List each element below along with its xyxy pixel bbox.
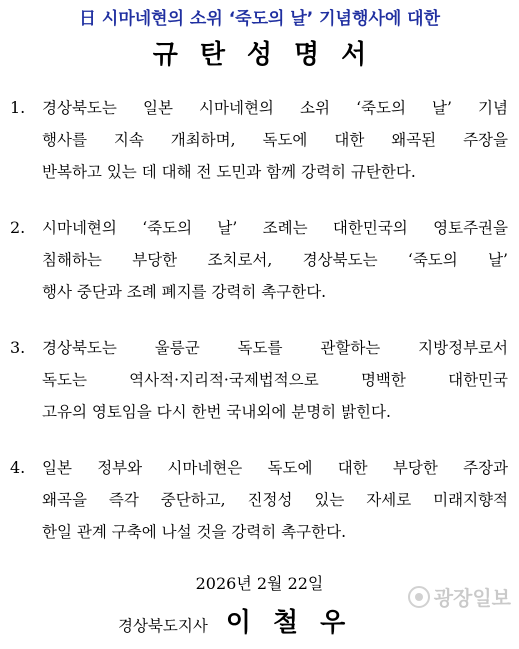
publisher-logo-icon (408, 586, 430, 608)
publisher-watermark (408, 582, 511, 611)
statement-item-4 (10, 452, 508, 548)
item-number: 1. (10, 98, 26, 117)
item-number: 2. (10, 218, 26, 237)
statement-item-1 (10, 92, 508, 188)
item-line: 침해하는 부당한 조치로서, 경상북도는 ‘죽도의 날’ (42, 251, 508, 269)
item-line: 일본 정부와 시마네현은 독도에 대한 부당한 주장과 (42, 459, 508, 477)
item-line: 고유의 영토임을 다시 한번 국내외에 분명히 밝힌다. (42, 403, 391, 421)
statement-date: 2026년 2월 22일 (195, 574, 324, 593)
signature-block (118, 602, 367, 639)
document-title: 규탄성명서 (152, 40, 389, 70)
item-line: 행사 중단과 조례 폐지를 강력히 촉구한다. (42, 283, 327, 301)
item-line: 행사를 지속 개최하며, 독도에 대한 왜곡된 주장을 (42, 131, 508, 149)
item-number: 4. (10, 458, 26, 477)
item-line: 경상북도는 울릉군 독도를 관할하는 지방정부로서 (42, 339, 508, 357)
item-line: 한일 관계 구축에 나설 것을 강력히 촉구한다. (42, 523, 347, 541)
statement-item-2 (10, 212, 508, 308)
signer-title: 경상북도지사 (118, 617, 208, 635)
signer-name: 이철우 (225, 608, 368, 638)
item-number: 3. (10, 338, 26, 357)
item-line: 시마네현의 ‘죽도의 날’ 조례는 대한민국의 영토주권을 (42, 219, 508, 237)
item-line: 경상북도는 일본 시마네현의 소위 ‘죽도의 날’ 기념 (42, 99, 508, 117)
item-line: 반복하고 있는 데 대해 전 도민과 함께 강력히 규탄한다. (42, 163, 416, 181)
watermark-text: 광장일보 (433, 586, 511, 610)
document-subtitle: 日 시마네현의 소위 ‘죽도의 날’ 기념행사에 대한 (78, 9, 441, 29)
statement-item-3 (10, 332, 508, 428)
statement-items (10, 92, 508, 572)
item-line: 왜곡을 즉각 중단하고, 진정성 있는 자세로 미래지향적 (42, 491, 508, 509)
item-line: 독도는 역사적·지리적·국제법적으로 명백한 대한민국 (42, 371, 508, 389)
